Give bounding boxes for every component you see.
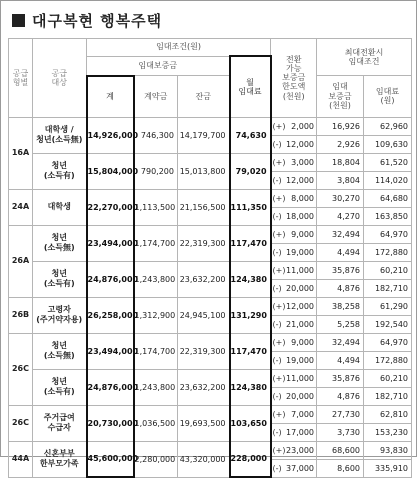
header-deposit-contract: 계약금 [134, 76, 178, 118]
header-type [9, 39, 33, 118]
cell-max-rent: 64,680 [364, 189, 412, 207]
cell-max-rent: 61,520 [364, 153, 412, 171]
header-max-rent-label: 임대료 (원) [375, 87, 400, 106]
cell-convert-sign: (-) [271, 351, 284, 369]
cell-deposit-total: 14,926,000 [87, 117, 134, 153]
cell-max-deposit: 32,494 [317, 225, 364, 243]
cell-deposit-contract: 1,113,500 [134, 189, 178, 225]
cell-max-rent: 60,210 [364, 261, 412, 279]
cell-convert-sign: (+) [271, 333, 284, 351]
header-monthly-rent-label: 월 임대료 [238, 77, 262, 96]
header-max-convert-label: 최대전환시 임대조건 [344, 47, 384, 66]
cell-deposit-contract: 2,280,000 [134, 441, 178, 477]
cell-max-rent: 182,710 [364, 279, 412, 297]
cell-convert-value: 3,000 [284, 153, 317, 171]
cell-target-label: 청년 (소득有) [43, 269, 75, 288]
cell-target-label: 대학생 [47, 202, 71, 211]
cell-convert-value: 20,000 [284, 387, 317, 405]
cell-deposit-balance: 21,156,500 [178, 189, 230, 225]
cell-convert-value: 23,000 [284, 441, 317, 459]
cell-type: 26C [9, 333, 33, 405]
cell-target [33, 117, 87, 153]
cell-convert-value: 11,000 [284, 369, 317, 387]
cell-max-deposit: 18,804 [317, 153, 364, 171]
cell-deposit-contract: 1,036,500 [134, 405, 178, 441]
cell-deposit-total: 24,876,000 [87, 369, 134, 405]
cell-type: 24A [9, 189, 33, 225]
cell-max-deposit: 4,876 [317, 279, 364, 297]
cell-convert-value: 21,000 [284, 315, 317, 333]
header-deposit-total: 계 [87, 76, 134, 118]
cell-convert-sign: (+) [271, 441, 284, 459]
header-deposit-group: 임대보증금 [87, 56, 230, 76]
cell-convert-sign: (+) [271, 261, 284, 279]
cell-deposit-balance: 22,319,300 [178, 333, 230, 369]
cell-monthly-rent: 117,470 [230, 333, 271, 369]
table-row [9, 117, 412, 135]
cell-max-deposit: 3,804 [317, 171, 364, 189]
cell-convert-sign: (-) [271, 171, 284, 189]
header-convertible-label: 전환 가능 보증금 한도액 (천원) [282, 54, 306, 101]
lease-table [8, 38, 412, 478]
cell-convert-value: 11,000 [284, 261, 317, 279]
header-max-rent [364, 76, 412, 118]
cell-convert-value: 9,000 [284, 333, 317, 351]
cell-convert-sign: (-) [271, 459, 284, 477]
cell-convert-value: 12,000 [284, 135, 317, 153]
cell-deposit-balance: 43,320,000 [178, 441, 230, 477]
cell-max-deposit: 8,600 [317, 459, 364, 477]
header-target-label: 공급 대상 [51, 68, 67, 87]
cell-max-deposit: 3,730 [317, 423, 364, 441]
cell-deposit-total: 23,494,000 [87, 225, 134, 261]
cell-convert-sign: (-) [271, 279, 284, 297]
cell-max-deposit: 4,876 [317, 387, 364, 405]
cell-type: 44A [9, 441, 33, 477]
cell-convert-sign: (+) [271, 153, 284, 171]
cell-deposit-balance: 14,179,700 [178, 117, 230, 153]
cell-convert-sign: (-) [271, 243, 284, 261]
document-title [12, 9, 162, 31]
cell-type: 26B [9, 297, 33, 333]
cell-deposit-total: 26,258,000 [87, 297, 134, 333]
cell-max-rent: 335,910 [364, 459, 412, 477]
cell-deposit-total: 20,730,000 [87, 405, 134, 441]
square-bullet-icon [12, 14, 25, 27]
cell-deposit-balance: 15,013,800 [178, 153, 230, 189]
cell-max-deposit: 4,494 [317, 243, 364, 261]
cell-target-label: 고령자 (주거약자용) [36, 305, 83, 324]
cell-deposit-contract: 1,174,700 [134, 225, 178, 261]
cell-monthly-rent: 131,290 [230, 297, 271, 333]
header-max-convert [317, 39, 412, 76]
cell-target [33, 369, 87, 405]
header-lease-conditions: 임대조건(원) [87, 39, 271, 57]
table-row [9, 333, 412, 351]
cell-monthly-rent: 124,380 [230, 369, 271, 405]
cell-monthly-rent: 117,470 [230, 225, 271, 261]
cell-max-rent: 62,810 [364, 405, 412, 423]
cell-target-label: 청년 (소득有) [43, 161, 75, 180]
cell-monthly-rent: 111,350 [230, 189, 271, 225]
cell-max-rent: 192,540 [364, 315, 412, 333]
cell-convert-value: 8,000 [284, 189, 317, 207]
cell-deposit-contract: 790,200 [134, 153, 178, 189]
cell-max-deposit: 2,926 [317, 135, 364, 153]
cell-convert-value: 9,000 [284, 225, 317, 243]
cell-deposit-balance: 22,319,300 [178, 225, 230, 261]
cell-max-deposit: 35,876 [317, 369, 364, 387]
cell-max-rent: 172,880 [364, 351, 412, 369]
cell-max-deposit: 16,926 [317, 117, 364, 135]
cell-convert-sign: (+) [271, 225, 284, 243]
cell-monthly-rent: 228,000 [230, 441, 271, 477]
cell-monthly-rent: 124,380 [230, 261, 271, 297]
cell-deposit-total: 23,494,000 [87, 333, 134, 369]
cell-deposit-contract: 746,300 [134, 117, 178, 153]
cell-target [33, 333, 87, 369]
cell-target-label: 청년 (소득無) [43, 341, 75, 360]
table-row [9, 297, 412, 315]
cell-max-deposit: 30,270 [317, 189, 364, 207]
cell-convert-value: 7,000 [284, 405, 317, 423]
cell-max-rent: 64,970 [364, 225, 412, 243]
cell-convert-sign: (-) [271, 135, 284, 153]
cell-max-rent: 60,210 [364, 369, 412, 387]
cell-deposit-contract: 1,174,700 [134, 333, 178, 369]
cell-target [33, 153, 87, 189]
cell-deposit-contract: 1,243,800 [134, 369, 178, 405]
table-body [9, 117, 412, 477]
cell-convert-sign: (-) [271, 387, 284, 405]
cell-target [33, 405, 87, 441]
header-max-deposit-label: 임대 보증금 (천원) [328, 82, 352, 110]
cell-max-rent: 182,710 [364, 387, 412, 405]
cell-convert-value: 2,000 [284, 117, 317, 135]
cell-max-deposit: 38,258 [317, 297, 364, 315]
table-row [9, 153, 412, 171]
cell-monthly-rent: 103,650 [230, 405, 271, 441]
cell-max-deposit: 32,494 [317, 333, 364, 351]
cell-max-rent: 172,880 [364, 243, 412, 261]
cell-max-rent: 153,230 [364, 423, 412, 441]
header-convertible [271, 39, 317, 118]
cell-type: 26A [9, 225, 33, 297]
cell-convert-value: 19,000 [284, 243, 317, 261]
cell-target [33, 441, 87, 477]
table-row [9, 261, 412, 279]
cell-deposit-balance: 24,945,100 [178, 297, 230, 333]
cell-deposit-contract: 1,243,800 [134, 261, 178, 297]
cell-deposit-balance: 23,632,200 [178, 261, 230, 297]
cell-target-label: 신혼부부 한부모가족 [39, 449, 79, 468]
cell-type: 26C [9, 405, 33, 441]
cell-deposit-total: 15,804,000 [87, 153, 134, 189]
cell-max-rent: 62,960 [364, 117, 412, 135]
cell-max-deposit: 5,258 [317, 315, 364, 333]
cell-deposit-balance: 19,693,500 [178, 405, 230, 441]
cell-max-rent: 61,290 [364, 297, 412, 315]
cell-max-deposit: 68,600 [317, 441, 364, 459]
title-text: 대구복현 행복주택 [32, 11, 163, 30]
cell-convert-sign: (+) [271, 117, 284, 135]
cell-target [33, 225, 87, 261]
cell-monthly-rent: 79,020 [230, 153, 271, 189]
cell-target [33, 189, 87, 225]
cell-convert-value: 37,000 [284, 459, 317, 477]
header-target [33, 39, 87, 118]
cell-convert-value: 12,000 [284, 171, 317, 189]
table-row [9, 369, 412, 387]
cell-target [33, 297, 87, 333]
cell-monthly-rent: 74,630 [230, 117, 271, 153]
cell-target-label: 청년 (소득無) [43, 233, 75, 252]
cell-max-deposit: 35,876 [317, 261, 364, 279]
cell-target [33, 261, 87, 297]
table-row [9, 405, 412, 423]
header-type-label: 공급 형별 [12, 68, 29, 87]
cell-convert-sign: (-) [271, 423, 284, 441]
cell-convert-sign: (-) [271, 207, 284, 225]
cell-max-rent: 163,850 [364, 207, 412, 225]
table-row [9, 441, 412, 459]
cell-convert-sign: (+) [271, 189, 284, 207]
cell-deposit-contract: 1,312,900 [134, 297, 178, 333]
table-row [9, 189, 412, 207]
cell-max-deposit: 27,730 [317, 405, 364, 423]
cell-deposit-total: 45,600,000 [87, 441, 134, 477]
cell-convert-value: 18,000 [284, 207, 317, 225]
cell-deposit-total: 24,876,000 [87, 261, 134, 297]
cell-convert-value: 19,000 [284, 351, 317, 369]
header-max-deposit [317, 76, 364, 118]
cell-max-deposit: 4,270 [317, 207, 364, 225]
cell-max-deposit: 4,494 [317, 351, 364, 369]
cell-deposit-balance: 23,632,200 [178, 369, 230, 405]
header-deposit-balance: 잔금 [178, 76, 230, 118]
cell-convert-value: 20,000 [284, 279, 317, 297]
cell-max-rent: 114,020 [364, 171, 412, 189]
cell-deposit-total: 22,270,000 [87, 189, 134, 225]
header-monthly-rent [230, 56, 271, 117]
table-row [9, 225, 412, 243]
cell-convert-value: 12,000 [284, 297, 317, 315]
cell-convert-sign: (+) [271, 405, 284, 423]
cell-convert-sign: (+) [271, 369, 284, 387]
cell-convert-value: 17,000 [284, 423, 317, 441]
cell-target-label: 청년 (소득有) [43, 377, 75, 396]
cell-convert-sign: (-) [271, 315, 284, 333]
cell-max-rent: 93,830 [364, 441, 412, 459]
cell-max-rent: 64,970 [364, 333, 412, 351]
cell-type: 16A [9, 117, 33, 189]
cell-target-label: 주거급여 수급자 [43, 413, 75, 432]
cell-max-rent: 109,630 [364, 135, 412, 153]
cell-target-label: 대학생 / 청년(소득無) [36, 125, 83, 144]
cell-convert-sign: (+) [271, 297, 284, 315]
